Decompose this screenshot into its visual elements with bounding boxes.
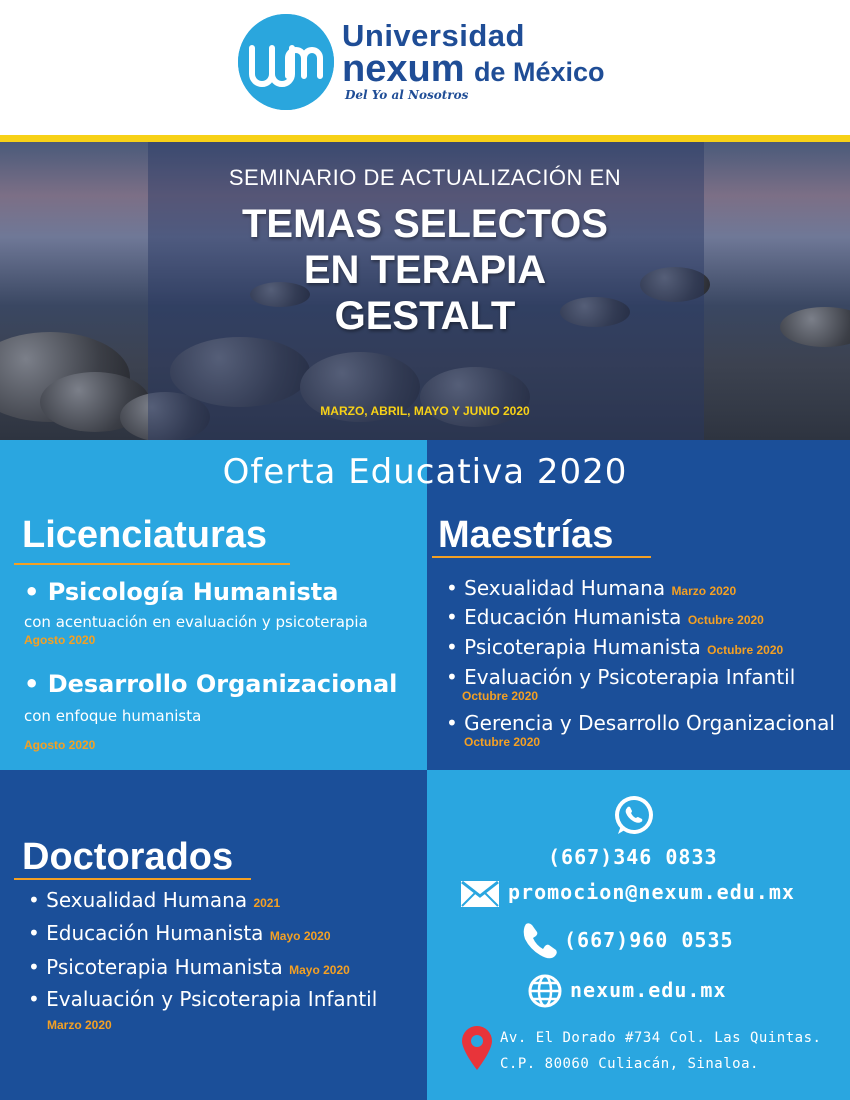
mail-icon bbox=[460, 880, 500, 908]
licenciatura-subtitle: con acentuación en evaluación y psicoterapia bbox=[24, 613, 368, 631]
seminar-title-line-3: GESTALT bbox=[334, 294, 516, 338]
maestria-item bbox=[446, 635, 783, 659]
doctorado-item bbox=[28, 955, 350, 979]
location-pin-icon bbox=[460, 1024, 494, 1072]
maestria-item: • Evaluación y Psicoterapia Infantil bbox=[446, 665, 796, 689]
licenciatura-date: Agosto 2020 bbox=[24, 738, 96, 752]
maestria-date: Octubre 2020 bbox=[707, 643, 784, 657]
seminar-title-line-2: EN TERAPIA bbox=[303, 248, 547, 292]
doctorado-date: Marzo 2020 bbox=[47, 1018, 112, 1032]
doctorado-date: Mayo 2020 bbox=[269, 929, 331, 943]
oferta-educativa-title: Oferta Educativa 2020 bbox=[222, 452, 628, 492]
doctorado-name: • Educación Humanista bbox=[28, 921, 264, 945]
hero-banner bbox=[0, 142, 850, 440]
phone-number[interactable]: (667)960 0535 bbox=[564, 928, 734, 952]
globe-icon bbox=[528, 974, 562, 1008]
licenciaturas-underline bbox=[14, 563, 290, 565]
maestrias-underline bbox=[432, 556, 651, 558]
maestria-name: • Psicoterapia Humanista bbox=[446, 635, 701, 659]
maestrias-title: Maestrías bbox=[438, 514, 614, 556]
maestria-date: Octubre 2020 bbox=[462, 689, 539, 703]
doctorado-item bbox=[28, 888, 280, 912]
seminar-dates: MARZO, ABRIL, MAYO Y JUNIO 2020 bbox=[320, 404, 530, 418]
whatsapp-number[interactable]: (667)346 0833 bbox=[548, 845, 718, 869]
maestria-item: • Gerencia y Desarrollo Organizacional bbox=[446, 711, 835, 735]
licenciatura-item: • Psicología Humanista bbox=[24, 578, 339, 606]
maestria-name: • Educación Humanista bbox=[446, 605, 682, 629]
maestria-item bbox=[446, 576, 736, 600]
address-line-1: Av. El Dorado #734 Col. Las Quintas. bbox=[500, 1030, 822, 1046]
licenciatura-item: • Desarrollo Organizacional bbox=[24, 670, 398, 698]
doctorados-underline bbox=[14, 878, 251, 880]
whatsapp-icon[interactable] bbox=[612, 794, 656, 838]
doctorado-item bbox=[28, 921, 331, 945]
doctorado-date: Mayo 2020 bbox=[289, 963, 350, 977]
university-logo-mark bbox=[238, 14, 334, 110]
seminar-title-line-1: TEMAS SELECTOS bbox=[242, 202, 608, 246]
licenciatura-subtitle: con enfoque humanista bbox=[24, 707, 202, 725]
address-line-2: C.P. 80060 Culiacán, Sinaloa. bbox=[500, 1056, 759, 1072]
licenciatura-date: Agosto 2020 bbox=[24, 633, 96, 647]
logo-de-mexico-text: de México bbox=[473, 57, 605, 87]
maestria-date: Octubre 2020 bbox=[464, 735, 541, 749]
seminar-kicker: SEMINARIO DE ACTUALIZACIÓN EN bbox=[228, 165, 622, 190]
logo-universidad-text: Universidad bbox=[342, 18, 525, 53]
doctorado-name: • Psicoterapia Humanista bbox=[28, 955, 283, 979]
maestria-date: Octubre 2020 bbox=[687, 613, 764, 627]
maestria-date: Marzo 2020 bbox=[671, 584, 737, 598]
logo-tagline: Del Yo al Nosotros bbox=[345, 88, 469, 102]
doctorado-name: • Sexualidad Humana bbox=[28, 888, 248, 912]
phone-icon bbox=[520, 920, 560, 960]
doctorado-item: • Evaluación y Psicoterapia Infantil bbox=[28, 987, 378, 1011]
maestria-item bbox=[446, 605, 764, 629]
maestria-name: • Sexualidad Humana bbox=[446, 576, 666, 600]
logo-nexum-text: nexum bbox=[342, 48, 465, 90]
logo-mark-icon bbox=[238, 14, 334, 110]
email-link[interactable]: promocion@nexum.edu.mx bbox=[508, 880, 795, 904]
website-link[interactable]: nexum.edu.mx bbox=[570, 978, 727, 1002]
doctorado-date: 2021 bbox=[253, 896, 281, 910]
yellow-divider bbox=[0, 135, 850, 142]
logo-name-text bbox=[342, 48, 604, 91]
licenciaturas-title: Licenciaturas bbox=[22, 514, 267, 556]
doctorados-title: Doctorados bbox=[22, 836, 234, 878]
